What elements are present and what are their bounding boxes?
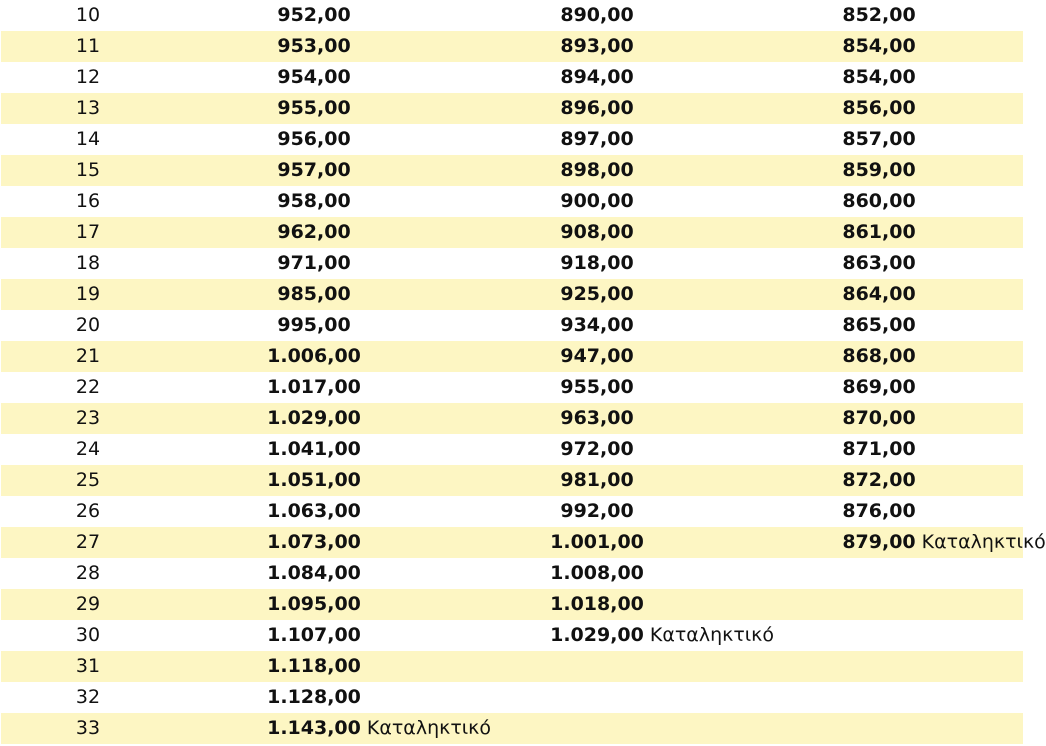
table-row [1,620,1023,651]
salary-col-1-value: 955,00 [277,97,351,119]
salary-col-2-value: 893,00 [560,35,634,57]
step-number: 15 [75,159,101,181]
step-number: 32 [75,686,101,708]
step-number: 29 [75,593,101,615]
table-row [1,434,1023,465]
salary-col-3-value: 852,00 [842,4,916,26]
table-row [1,372,1023,403]
salary-col-1-value: 1.095,00 [267,593,361,615]
table-row [1,186,1023,217]
salary-col-2-value: 963,00 [560,407,634,429]
salary-col-2-value: 1.001,00 [550,531,644,553]
salary-col-2-value: 992,00 [560,500,634,522]
table-row [1,217,1023,248]
table-row [1,682,1023,713]
step-number: 28 [75,562,101,584]
table-row [1,651,1023,682]
step-number: 31 [75,655,101,677]
step-number: 30 [75,624,101,646]
salary-col-3-value: 871,00 [842,438,916,460]
salary-col-1-value: 1.041,00 [267,438,361,460]
salary-col-3-value: 856,00 [842,97,916,119]
salary-col-2-value: 918,00 [560,252,634,274]
step-number: 14 [75,128,101,150]
salary-col-3-value: 863,00 [842,252,916,274]
table-row [1,310,1023,341]
salary-col-1-value: 1.118,00 [267,655,361,677]
step-number: 33 [75,717,101,739]
salary-col-2-value: 925,00 [560,283,634,305]
salary-col-2-value: 1.029,00 [550,624,644,646]
salary-col-3-value: 854,00 [842,35,916,57]
salary-col-2-value: 900,00 [560,190,634,212]
table-row [1,0,1023,31]
salary-col-1-value: 957,00 [277,159,351,181]
step-number: 21 [75,345,101,367]
table-row [1,589,1023,620]
table-row [1,31,1023,62]
salary-col-3-value: 865,00 [842,314,916,336]
salary-col-2-value: 972,00 [560,438,634,460]
salary-col-2-value: 934,00 [560,314,634,336]
salary-col-1-value: 1.143,00 [267,717,361,739]
salary-col-3-value: 864,00 [842,283,916,305]
table-row [1,713,1023,744]
table-row [1,341,1023,372]
step-number: 22 [75,376,101,398]
salary-col-2-value: 890,00 [560,4,634,26]
salary-col-2-value: 1.008,00 [550,562,644,584]
step-number: 20 [75,314,101,336]
step-number: 19 [75,283,101,305]
step-number: 11 [75,35,101,57]
salary-col-2-value: 894,00 [560,66,634,88]
salary-col-1-value: 954,00 [277,66,351,88]
salary-col-1-terminal-note: Καταληκτικό [366,717,492,739]
salary-col-2-value: 896,00 [560,97,634,119]
table-row [1,93,1023,124]
step-number: 16 [75,190,101,212]
table-row [1,155,1023,186]
salary-col-3-value: 859,00 [842,159,916,181]
salary-col-2-terminal-note: Καταληκτικό [649,624,775,646]
step-number: 23 [75,407,101,429]
table-row [1,279,1023,310]
salary-col-1-value: 1.051,00 [267,469,361,491]
salary-col-2-value: 898,00 [560,159,634,181]
salary-col-3-value: 872,00 [842,469,916,491]
table-row [1,248,1023,279]
salary-col-1-value: 971,00 [277,252,351,274]
table-row [1,527,1046,558]
step-number: 17 [75,221,101,243]
salary-col-3-value: 860,00 [842,190,916,212]
salary-col-2-value: 981,00 [560,469,634,491]
salary-col-1-value: 1.073,00 [267,531,361,553]
step-number: 10 [75,4,101,26]
table-row [1,62,1023,93]
table-row [1,465,1023,496]
salary-col-3-value: 854,00 [842,66,916,88]
step-number: 12 [75,66,101,88]
salary-col-3-value: 869,00 [842,376,916,398]
salary-col-2-value: 897,00 [560,128,634,150]
salary-col-1-value: 952,00 [277,4,351,26]
step-number: 13 [75,97,101,119]
salary-col-1-value: 958,00 [277,190,351,212]
salary-col-1-value: 1.128,00 [267,686,361,708]
table-row [1,496,1023,527]
salary-col-2-value: 947,00 [560,345,634,367]
salary-col-1-value: 985,00 [277,283,351,305]
step-number: 25 [75,469,101,491]
salary-col-1-value: 956,00 [277,128,351,150]
salary-col-3-value: 870,00 [842,407,916,429]
table-row [1,558,1023,589]
salary-col-3-value: 879,00 [842,531,916,553]
salary-col-1-value: 1.107,00 [267,624,361,646]
salary-col-3-value: 861,00 [842,221,916,243]
salary-col-1-value: 962,00 [277,221,351,243]
step-number: 26 [75,500,101,522]
salary-col-1-value: 1.006,00 [267,345,361,367]
step-number: 27 [75,531,101,553]
step-number: 24 [75,438,101,460]
step-number: 18 [75,252,101,274]
table-row [1,403,1023,434]
salary-col-2-value: 955,00 [560,376,634,398]
salary-col-3-value: 876,00 [842,500,916,522]
salary-col-2-value: 908,00 [560,221,634,243]
salary-col-1-value: 1.063,00 [267,500,361,522]
salary-col-1-value: 995,00 [277,314,351,336]
salary-col-2-value: 1.018,00 [550,593,644,615]
salary-col-1-value: 1.084,00 [267,562,361,584]
salary-col-3-terminal-note: Καταληκτικό [921,531,1046,553]
salary-col-1-value: 1.017,00 [267,376,361,398]
salary-col-1-value: 1.029,00 [267,407,361,429]
salary-col-3-value: 857,00 [842,128,916,150]
table-row [1,124,1023,155]
salary-col-3-value: 868,00 [842,345,916,367]
salary-col-1-value: 953,00 [277,35,351,57]
